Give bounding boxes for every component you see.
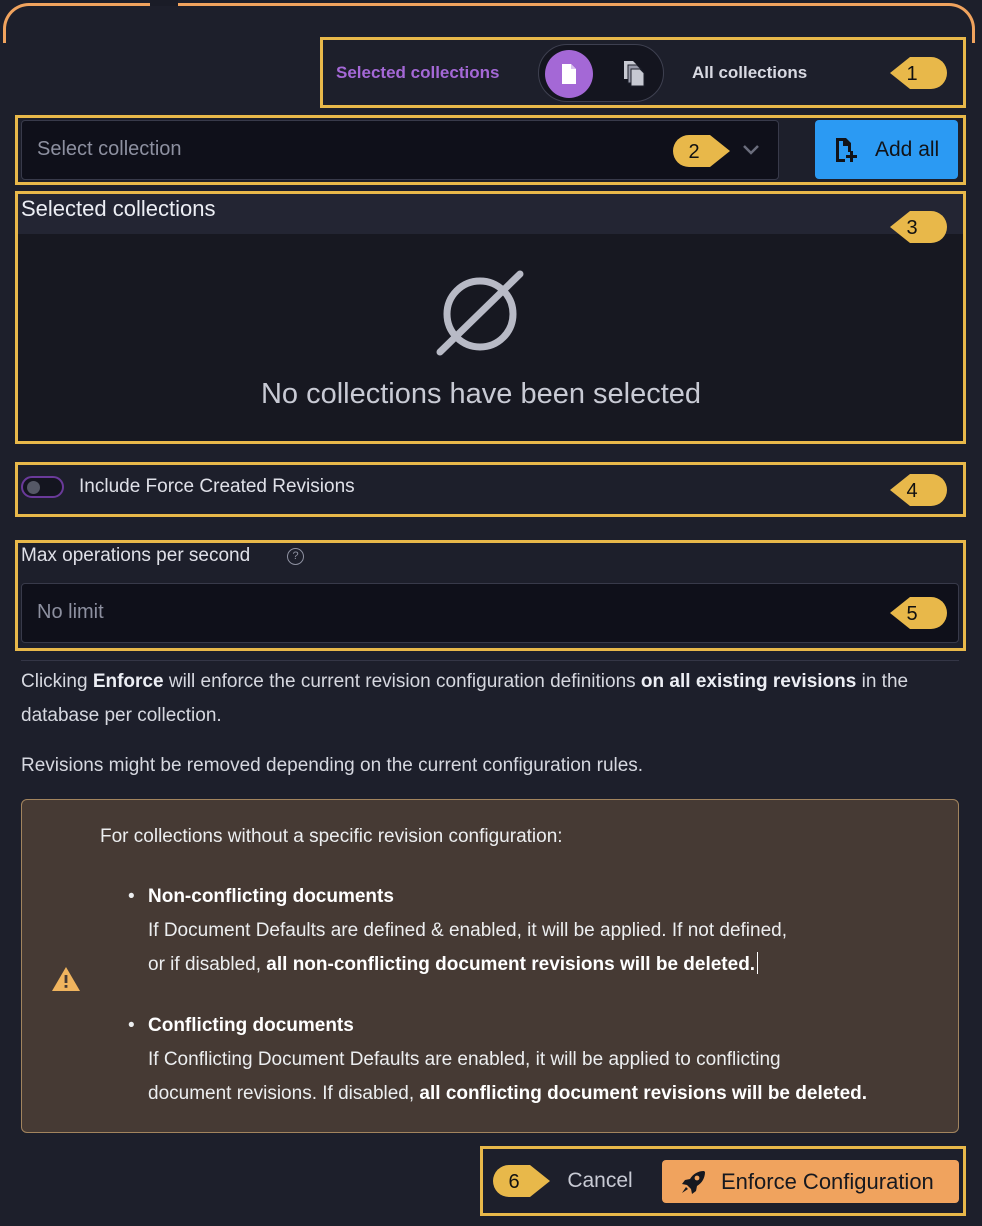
info-paragraph-1 [21,665,961,733]
chevron-down-icon[interactable] [740,142,762,158]
info-paragraph-2: Revisions might be removed depending on the current configuration rules. [21,755,644,776]
callout-marker-4 [888,471,950,509]
selected-scope-knob[interactable] [545,50,593,98]
callout-marker-5 [888,594,950,632]
help-icon[interactable]: ? [287,548,304,565]
info-p1-mid: will enforce the current revision configuration definitions [163,671,641,692]
force-created-toggle[interactable] [21,476,64,498]
empty-state-text: No collections have been selected [260,378,702,410]
callout-number: 5 [906,603,918,625]
max-ops-label: Max operations per second [21,545,251,566]
callout-number: 6 [508,1171,520,1193]
document-icon [560,63,578,85]
callout-marker-3 [888,208,950,246]
empty-set-icon [432,268,528,360]
callout-number: 1 [906,63,918,85]
select-collection-placeholder: Select collection [37,138,182,160]
warning-item-line2-pre: or if disabled, [148,954,262,975]
add-document-icon [833,137,859,163]
cancel-button[interactable]: Cancel [567,1169,633,1192]
max-ops-input[interactable] [21,583,959,643]
callout-number: 3 [906,217,918,239]
callout-number: 4 [906,480,918,502]
warning-item-line1: If Document Defaults are defined & enabled, it will be applied. If not defined, [148,920,788,941]
top-tab-notch [150,0,178,6]
warning-intro: For collections without a specific revision configuration: [100,826,563,847]
callout-number: 2 [688,141,700,163]
add-all-label: Add all [875,137,940,161]
divider [21,660,959,661]
warning-item [128,1009,868,1111]
text-caret [757,952,758,974]
warning-item-title: Non-conflicting documents [148,886,394,907]
info-p1-bold1: Enforce [92,671,164,692]
documents-icon [620,59,646,87]
info-p1-pre: Clicking [21,671,93,692]
bullet: • [128,1015,135,1036]
warning-item-line2-bold: all conflicting document revisions will be deleted. [419,1083,868,1104]
selected-collections-option[interactable]: Selected collections [336,63,500,82]
warning-icon [50,965,82,993]
warning-item-title: Conflicting documents [148,1015,354,1036]
warning-item-line2-pre: document revisions. If disabled, [148,1083,420,1104]
toggle-knob [27,481,40,494]
force-created-label: Include Force Created Revisions [79,476,355,497]
warning-item [128,880,788,982]
callout-marker-6 [490,1162,552,1200]
bullet: • [128,886,135,907]
all-scope-knob[interactable] [618,58,648,88]
all-collections-option[interactable]: All collections [692,63,808,82]
enforce-label: Enforce Configuration [721,1168,934,1194]
info-p1-bold2: on all existing revisions [640,671,857,692]
callout-marker-2 [670,132,732,170]
info-p1-post: in the database per collection. [21,671,909,726]
callout-marker-1 [888,54,950,92]
rocket-icon [679,1168,707,1196]
max-ops-placeholder: No limit [37,601,104,623]
warning-item-line1: If Conflicting Document Defaults are enabled, it will be applied to conflicting [148,1049,781,1070]
add-all-button[interactable] [815,120,958,179]
warning-item-line2-bold: all non-conflicting document revisions will be deleted. [261,954,756,975]
selected-collections-title: Selected collections [21,196,216,221]
enforce-configuration-button[interactable] [662,1160,959,1203]
